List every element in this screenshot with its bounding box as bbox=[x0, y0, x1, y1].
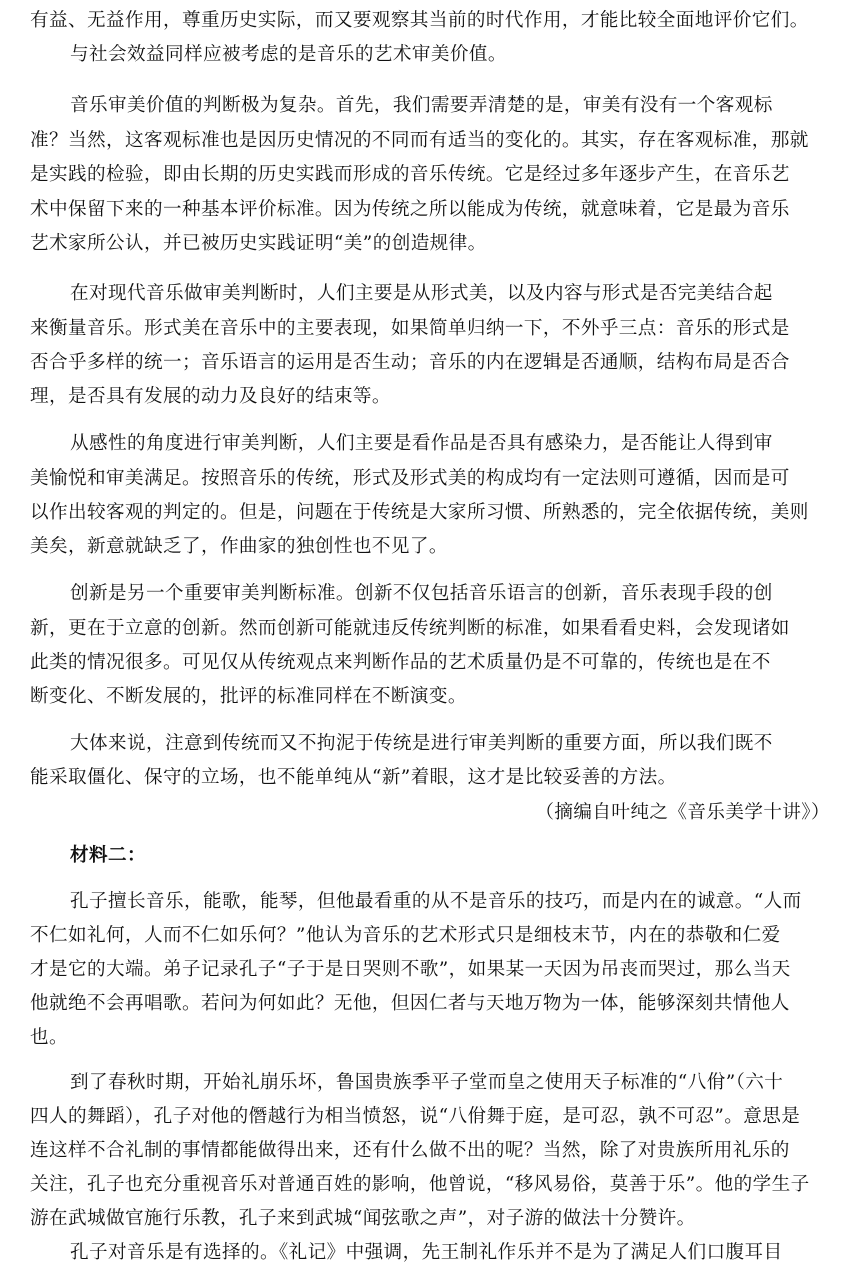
text-line: 连这样不合礼制的事情都能做得出来，还有什么做不出的呢？当然，除了对贵族所用礼乐的 bbox=[30, 1140, 790, 1161]
text-line: 不仁如礼何，人而不仁如乐何？”他认为音乐的艺术形式只是细枝末节，内在的恭敬和仁爱 bbox=[30, 925, 781, 946]
text-line: 与社会效益同样应被考虑的是音乐的艺术审美价值。 bbox=[70, 44, 507, 65]
text-line: 美矣，新意就缺乏了，作曲家的独创性也不见了。 bbox=[30, 536, 448, 557]
text-line: 艺术家所公认，并已被历史实践证明“美”的创造规律。 bbox=[30, 233, 487, 254]
text-line: 准？当然，这客观标准也是因历史情况的不同而有适当的变化的。其实，存在客观标准，那就 bbox=[30, 130, 809, 151]
text-line: 来衡量音乐。形式美在音乐中的主要表现，如果简单归纳一下，不外乎三点：音乐的形式是 bbox=[30, 318, 790, 339]
text-line: 能采取僵化、保守的立场，也不能单纯从“新”着眼，这才是比较妥善的方法。 bbox=[30, 767, 677, 788]
text-line: 孔子对音乐是有选择的。《礼记》中强调，先王制礼作乐并不是为了满足人们口腹耳目 bbox=[70, 1242, 783, 1263]
text-line: 有益、无益作用，尊重历史实际，而又要观察其当前的时代作用，才能比较全面地评价它们。 bbox=[30, 10, 809, 31]
section-heading: 材料二： bbox=[70, 845, 146, 866]
source-citation: （摘编自叶纯之《音乐美学十讲》） bbox=[535, 802, 830, 823]
text-line: 他就绝不会再唱歌。若问为何如此？无他，但因仁者与天地万物为一体，能够深刻共情他人 bbox=[30, 993, 790, 1014]
text-line: 是实践的检验，即由长期的历史实践而形成的音乐传统。它是经过多年逐步产生，在音乐艺 bbox=[30, 164, 790, 185]
text-line: 此类的情况很多。可见仅从传统观点来判断作品的艺术质量仍是不可靠的，传统也是在不 bbox=[30, 652, 771, 673]
text-line: 关注，孔子也充分重视音乐对普通百姓的影响，他曾说，“移风易俗，莫善于乐”。他的学生子 bbox=[30, 1174, 810, 1195]
text-line: 以作出较客观的判定的。但是，问题在于传统是大家所习惯、所熟悉的，完全依据传统，美则 bbox=[30, 502, 809, 523]
text-line: 术中保留下来的一种基本评价标准。因为传统之所以能成为传统，就意味着，它是最为音乐 bbox=[30, 199, 790, 220]
text-line: 在对现代音乐做审美判断时，人们主要是从形式美，以及内容与形式是否完美结合起 bbox=[70, 283, 773, 304]
text-line: 新，更在于立意的创新。然而创新可能就违反传统判断的标准，如果看看史料，会发现诸如 bbox=[30, 618, 790, 639]
text-line: 游在武城做官施行乐教，孔子来到武城“闻弦歌之声”，对子游的做法十分赞许。 bbox=[30, 1208, 696, 1229]
text-line: 音乐审美价值的判断极为复杂。首先，我们需要弄清楚的是，审美有没有一个客观标 bbox=[70, 95, 773, 116]
text-line: 四人的舞蹈），孔子对他的僭越行为相当愤怒，说“八佾舞于庭，是可忍，孰不可忍”。意思是 bbox=[30, 1106, 801, 1127]
text-line: 才是它的大端。弟子记录孔子“子于是日哭则不歌”，如果某一天因为吊丧而哭过，那么当天 bbox=[30, 959, 791, 980]
text-line: 也。 bbox=[30, 1027, 68, 1048]
text-line: 从感性的角度进行审美判断，人们主要是看作品是否具有感染力，是否能让人得到审 bbox=[70, 433, 773, 454]
text-line: 断变化、不断发展的，批评的标准同样在不断演变。 bbox=[30, 686, 467, 707]
text-line: 大体来说，注意到传统而又不拘泥于传统是进行审美判断的重要方面，所以我们既不 bbox=[70, 733, 773, 754]
text-line: 创新是另一个重要审美判断标准。创新不仅包括音乐语言的创新，音乐表现手段的创 bbox=[70, 583, 773, 604]
text-line: 孔子擅长音乐，能歌，能琴，但他最看重的从不是音乐的技巧，而是内在的诚意。“人而 bbox=[70, 891, 802, 912]
text-line: 否合乎多样的统一；音乐语言的运用是否生动；音乐的内在逻辑是否通顺，结构布局是否合 bbox=[30, 352, 790, 373]
text-line: 美愉悦和审美满足。按照音乐的传统，形式及形式美的构成均有一定法则可遵循，因而是可 bbox=[30, 468, 790, 489]
text-line: 理，是否具有发展的动力及良好的结束等。 bbox=[30, 386, 391, 407]
text-line: 到了春秋时期，开始礼崩乐坏，鲁国贵族季平子堂而皇之使用天子标准的“八佾”（六十 bbox=[70, 1072, 784, 1093]
